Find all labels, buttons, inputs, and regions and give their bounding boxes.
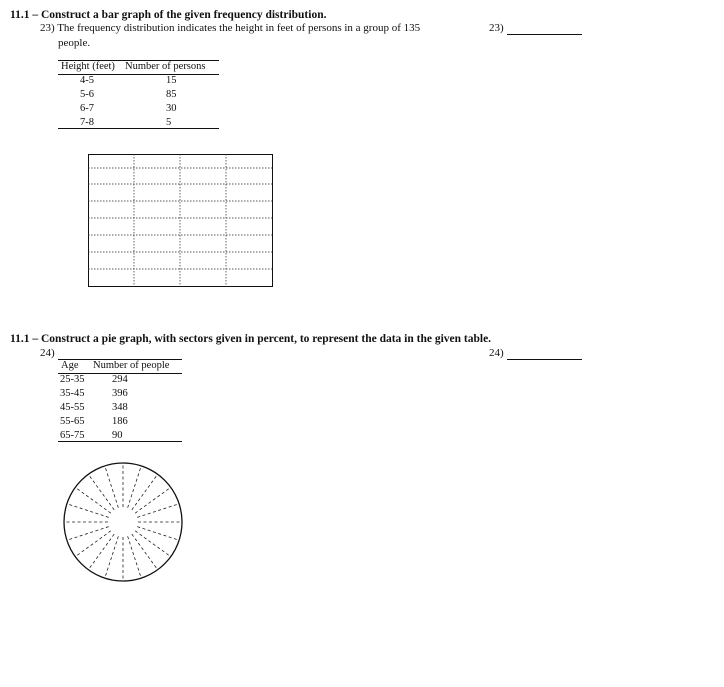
question-23-prompt-cont: people. [58, 37, 91, 49]
pie-spoke [135, 489, 169, 514]
grid-lines [88, 154, 273, 287]
table-row-3-age: 45-55 [60, 402, 85, 413]
answer-label-24: 24) [489, 347, 504, 359]
table-row-3-height: 6-7 [80, 103, 94, 114]
pie-spoke [69, 527, 109, 540]
table-row-1-count: 294 [112, 374, 128, 385]
table-header-height: Height (feet) [61, 61, 115, 72]
pie-spoke [137, 504, 177, 517]
table-row-1-age: 25-35 [60, 374, 85, 385]
pie-spoke [69, 504, 109, 517]
pie-spoke [105, 468, 118, 508]
grid-border [89, 155, 273, 287]
table-row-2-age: 35-45 [60, 388, 85, 399]
question-23-prompt: 23) The frequency distribution indicates the height in feet of persons in a group of 135 [40, 22, 421, 34]
table-row-4-count: 5 [166, 117, 172, 128]
table-bottom-rule [58, 128, 219, 129]
pie-spoke [137, 527, 177, 540]
section-heading-bar-graph: 11.1 – Construct a bar graph of the given frequency distribution. [10, 9, 327, 21]
pie-spoke [132, 476, 157, 510]
table-header-persons: Number of persons [125, 61, 206, 72]
table-row-3-count: 348 [112, 402, 128, 413]
pie-spoke [90, 476, 115, 510]
answer-blank-24[interactable] [507, 359, 582, 360]
pie-spoke [128, 536, 141, 576]
pie-spoke [90, 534, 115, 568]
table-row-3-count: 30 [166, 103, 177, 114]
table-row-2-count: 85 [166, 89, 177, 100]
table-row-1-count: 15 [166, 75, 177, 86]
table-row-5-age: 65-75 [60, 430, 85, 441]
pie-spoke [132, 534, 157, 568]
table-header-age: Age [61, 360, 79, 371]
table-bottom-rule [58, 441, 182, 442]
table-header-number: Number of people [93, 360, 170, 371]
blank-pie-template[interactable] [61, 460, 185, 584]
question-24-number: 24) [40, 347, 55, 359]
pie-spoke [77, 531, 111, 556]
table-row-4-height: 7-8 [80, 117, 94, 128]
table-row-2-count: 396 [112, 388, 128, 399]
table-row-5-count: 90 [112, 430, 123, 441]
pie-spoke [77, 489, 111, 514]
blank-bar-graph-grid[interactable] [88, 154, 274, 288]
answer-blank-23[interactable] [507, 34, 582, 35]
table-row-1-height: 4-5 [80, 75, 94, 86]
table-row-4-count: 186 [112, 416, 128, 427]
section-heading-pie-graph: 11.1 – Construct a pie graph, with sectors given in percent, to represent the data in the given table. [10, 333, 492, 345]
answer-label-23: 23) [489, 22, 504, 34]
pie-spokes [66, 465, 180, 579]
table-row-2-height: 5-6 [80, 89, 94, 100]
table-row-4-age: 55-65 [60, 416, 85, 427]
pie-spoke [128, 468, 141, 508]
pie-spoke [135, 531, 169, 556]
pie-outline [64, 463, 182, 581]
pie-spoke [105, 536, 118, 576]
